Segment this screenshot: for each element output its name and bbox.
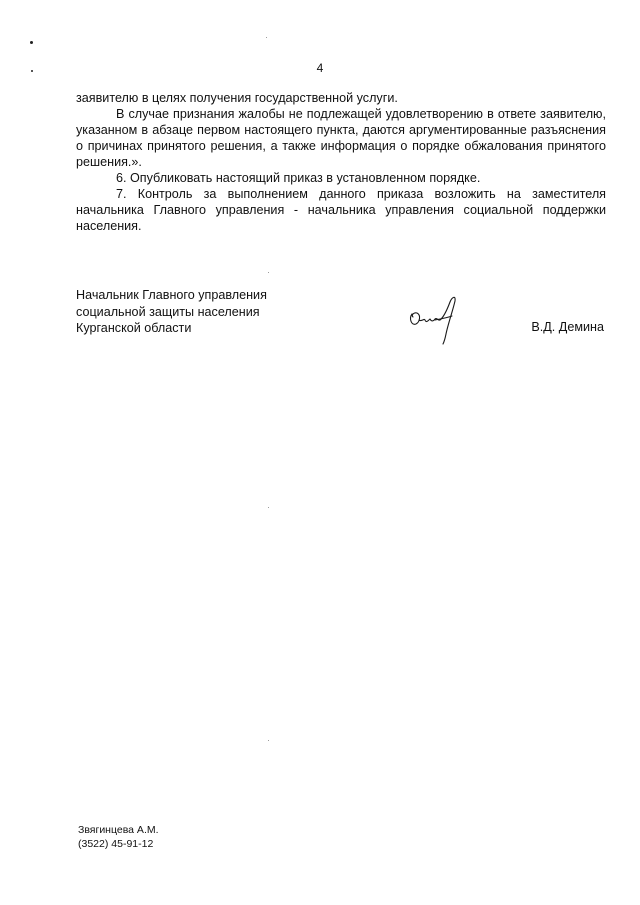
scan-speck bbox=[30, 41, 33, 44]
paragraph-complaint-rejection: В случае признания жалобы не подлежащей удовлетворению в ответе заявителю, указанном в абзаце первом настоящего пункта, даются аргументированные разъяснения о причинах принятого решения, а также информация о порядке обжалования принятого решения.». bbox=[76, 107, 606, 169]
executor-info bbox=[78, 823, 159, 851]
signatory-position-line: социальной защиты населения bbox=[76, 304, 260, 319]
scan-speck bbox=[268, 272, 269, 273]
executor-phone: (3522) 45-91-12 bbox=[78, 838, 154, 850]
scan-speck bbox=[268, 740, 269, 741]
signatory-position-line: Курганской области bbox=[76, 321, 192, 335]
handwritten-signature bbox=[400, 290, 470, 346]
paragraph-continuation: заявителю в целях получения государственной услуги. bbox=[76, 91, 398, 105]
signatory-position bbox=[76, 287, 376, 337]
page-number: 4 bbox=[316, 61, 324, 75]
scan-speck bbox=[268, 507, 269, 508]
executor-name: Звягинцева А.М. bbox=[78, 824, 159, 836]
signatory-name: В.Д. Демина bbox=[531, 320, 604, 334]
scan-speck bbox=[266, 37, 267, 38]
order-body bbox=[76, 90, 606, 234]
paragraph-item-6: 6. Опубликовать настоящий приказ в установленном порядке. bbox=[116, 171, 481, 185]
signatory-position-line: Начальник Главного управления bbox=[76, 288, 267, 302]
paragraph-item-7: 7. Контроль за выполнением данного приказа возложить на заместителя начальника Главного управления - начальника управления социальной поддержки населения. bbox=[76, 187, 606, 233]
